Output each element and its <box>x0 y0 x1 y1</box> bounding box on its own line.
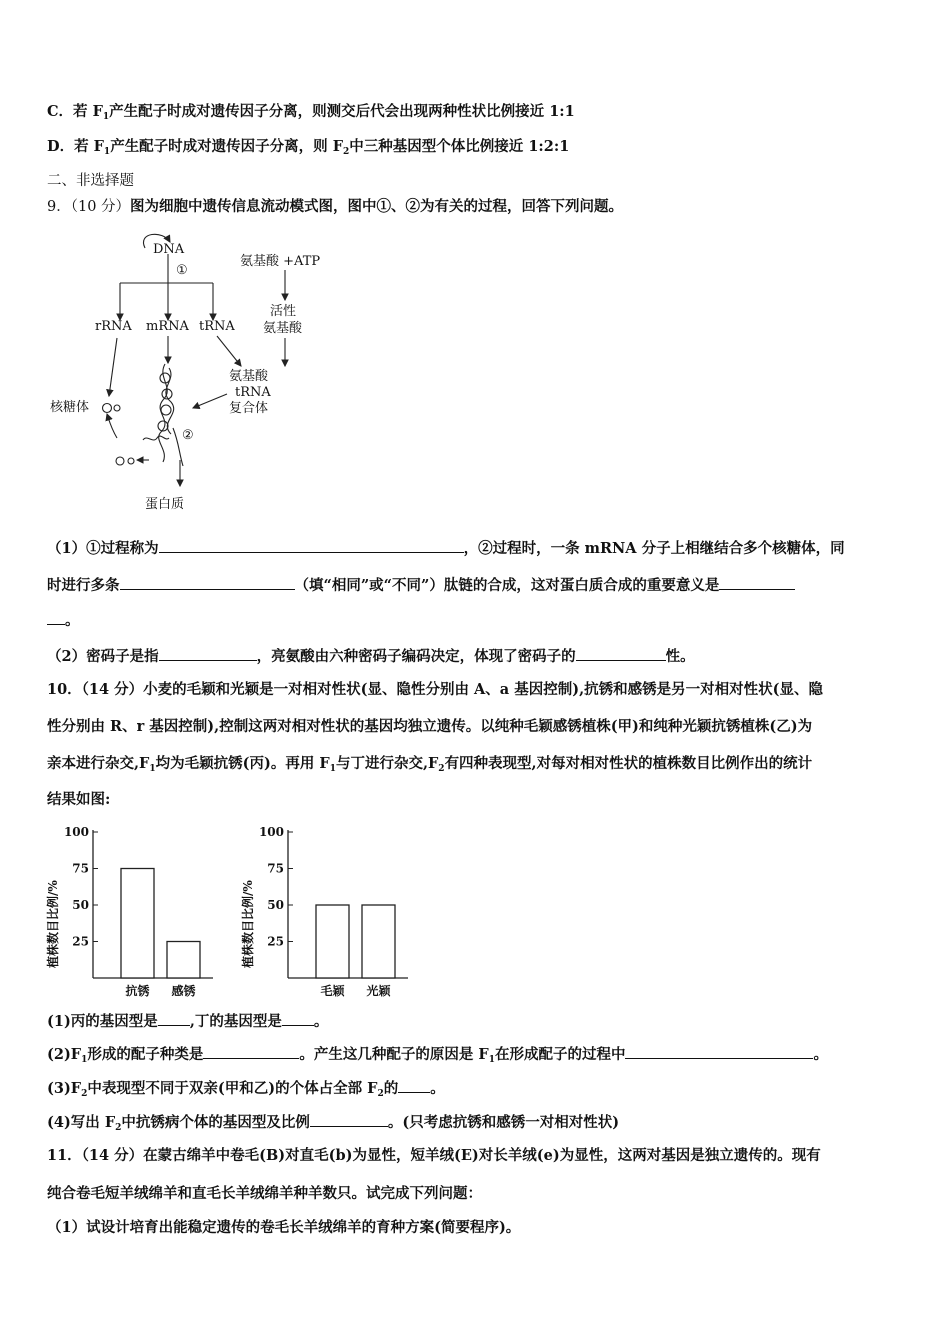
label-protein: 蛋白质 <box>145 497 185 512</box>
x-tick-label: 毛颖 <box>320 984 345 998</box>
label-trna: tRNA <box>199 319 235 334</box>
x-tick-label: 光颖 <box>366 984 391 998</box>
label-complex-1: 氨基酸 <box>229 369 269 384</box>
q11-line3: （1）试设计培育出能稳定遗传的卷毛长羊绒绵羊的育种方案(简要程序)。 <box>47 1219 521 1236</box>
label-rrna: rRNA <box>95 319 132 334</box>
option-d: D．若 $F_1$产生配子时成对遗传因子分离，则 $F_2$中三种基因型个体比例接近 1:2:1 <box>47 138 570 157</box>
y-axis-label: 植株数目比例/% <box>46 880 60 968</box>
bar-光颖 <box>362 905 395 978</box>
q11-line1: 11．（14 分）在蒙古绵羊中卷毛(B)对直毛(b)为显性，短羊绒(E)对长羊绒(e)为显性，这两对基因是独立遗传的。现有 <box>47 1147 821 1164</box>
answer-blank[interactable] <box>576 645 666 661</box>
chart-glume-hair <box>240 820 430 1000</box>
answer-blank[interactable] <box>47 609 65 625</box>
y-tick-label: 50 <box>72 898 89 912</box>
q9-part1-line2: 时进行多条 （填“相同”或“不同”）肽链的合成，这对蛋白质合成的重要意义是 <box>47 574 795 596</box>
answer-blank[interactable] <box>159 645 257 661</box>
label-amino-atp: 氨基酸 +ATP <box>240 254 321 269</box>
answer-blank[interactable] <box>625 1043 813 1059</box>
label-active-2: 氨基酸 <box>263 321 303 336</box>
y-tick-label: 25 <box>72 934 89 949</box>
q9-part1-line3: 。 <box>47 609 80 631</box>
label-mrna: mRNA <box>146 319 189 334</box>
q10-sub1: (1)丙的基因型是 ,丁的基因型是 。 <box>47 1010 328 1032</box>
q10-sub2: $(2)F_1$形成的配子种类是 。产生这几种配子的原因是 $F_1$在形成配子的过程中 。 <box>47 1043 828 1070</box>
y-tick-label: 25 <box>267 934 284 949</box>
q10-line2: 性分别由 R、r 基因控制),控制这两对相对性状的基因均独立遗传。以纯种毛颖感锈植株(甲)和纯种光颖抗锈植株(乙)为 <box>47 718 813 735</box>
y-tick-label: 50 <box>267 898 284 912</box>
label-dna: DNA <box>153 242 185 257</box>
label-complex-3: 复合体 <box>229 401 269 416</box>
answer-blank[interactable] <box>159 537 464 553</box>
option-c: C．若 $F_1$产生配子时成对遗传因子分离，则测交后代会出现两种性状比例接近 1:1 <box>47 103 575 122</box>
y-tick-label: 75 <box>267 861 284 876</box>
answer-blank[interactable] <box>719 574 795 590</box>
y-axis-label: 植株数目比例/% <box>241 880 255 968</box>
y-tick-label: 100 <box>63 825 89 839</box>
x-tick-label: 抗锈 <box>125 984 150 998</box>
answer-blank[interactable] <box>203 1043 299 1059</box>
q10-line4: 结果如图: <box>47 791 111 808</box>
answer-blank[interactable] <box>158 1010 190 1026</box>
chart-rust-resistance <box>45 820 235 1000</box>
label-complex-2: tRNA <box>235 385 271 400</box>
label-active-1: 活性 <box>270 304 297 319</box>
bar-感锈 <box>167 942 200 979</box>
q9-stem: 9．（10 分）图为细胞中遗传信息流动模式图，图中①、②为有关的过程，回答下列问题。 <box>47 198 624 215</box>
q10-line1: 10．（14 分）小麦的毛颖和光颖是一对相对性状(显、隐性分别由 A、a 基因控制),抗锈和感锈是另一对相对性状(显、隐 <box>47 681 824 698</box>
q9-part1-line1: （1）①过程称为 ，②过程时，一条 mRNA 分子上相继结合多个核糖体，同 <box>47 537 845 559</box>
q10-sub4: (4)写出 $F_2$中抗锈病个体的基因型及比例 。(只考虑抗锈和感锈一对相对性状) <box>47 1111 619 1138</box>
section-title: 二、非选择题 <box>47 173 134 189</box>
answer-blank[interactable] <box>120 574 295 590</box>
q10-sub3: $(3)F_2$中表现型不同于双亲(甲和乙)的个体占全部 $F_2$的 。 <box>47 1077 445 1104</box>
label-ribosome: 核糖体 <box>50 400 90 415</box>
answer-blank[interactable] <box>282 1010 314 1026</box>
q9-part2: （2）密码子是指 ，亮氨酸由六种密码子编码决定，体现了密码子的 性。 <box>47 645 695 667</box>
answer-blank[interactable] <box>398 1077 430 1093</box>
bar-毛颖 <box>316 905 349 978</box>
y-tick-label: 75 <box>72 861 89 876</box>
label-process-2: ② <box>182 428 194 443</box>
bar-抗锈 <box>121 869 154 979</box>
q10-line3: 亲本进行杂交$,F_1$均为毛颖抗锈(丙)。再用 $F_1$与丁进行杂交$,F_2$有四种表现型,对每对相对性状的植株数目比例作出的统计 <box>47 755 813 774</box>
x-tick-label: 感锈 <box>171 984 196 998</box>
label-process-1: ① <box>176 263 188 278</box>
y-tick-label: 100 <box>258 825 284 839</box>
gene-flow-diagram <box>45 228 345 518</box>
answer-blank[interactable] <box>310 1111 388 1127</box>
q11-line2: 纯合卷毛短羊绒绵羊和直毛长羊绒绵羊种羊数只。试完成下列问题： <box>47 1185 482 1202</box>
